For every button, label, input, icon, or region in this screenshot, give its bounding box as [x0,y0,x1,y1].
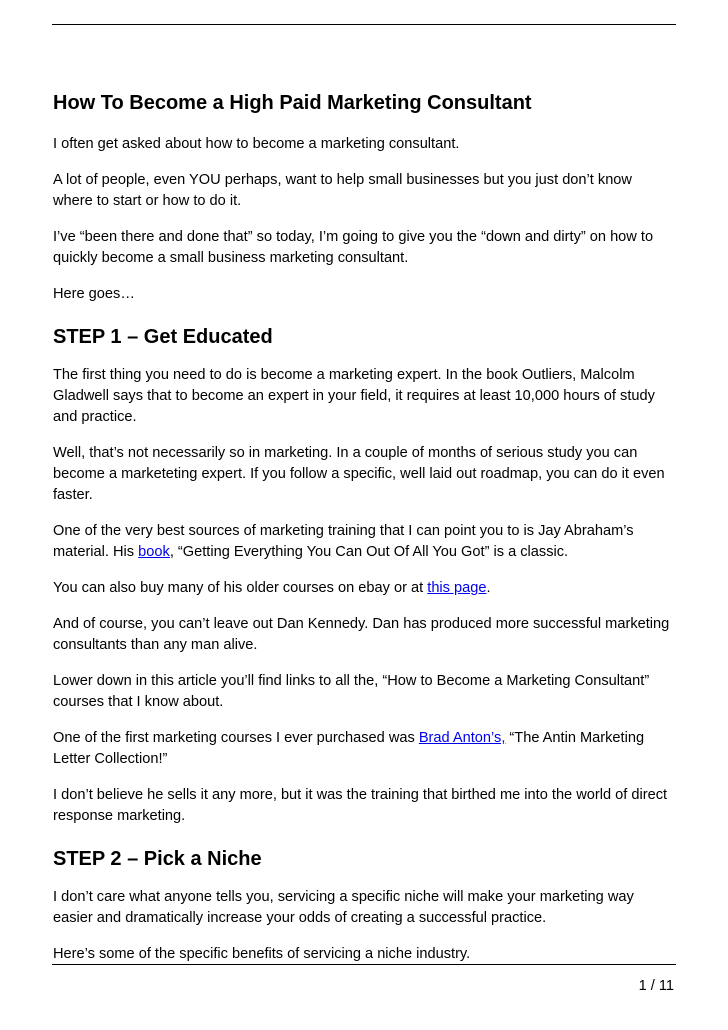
step1-paragraph: The first thing you need to do is become a marketing expert. In the book Outliers, Malcolm Gladwell says that to become an expert in your field, it requires at least 10,000 hours of study and practice. [53,367,655,425]
step1-paragraph: Well, that’s not necessarily so in marketing. In a couple of months of serious study you can become a marketeting expert. If you follow a specific, well laid out roadmap, you can do it even faster. [53,445,665,503]
intro-paragraph: A lot of people, even YOU perhaps, want to help small businesses but you just don’t know where to start or how to do it. [53,172,632,209]
step1-paragraph-book [53,521,675,563]
intro-paragraph: Here goes… [53,286,135,302]
text-segment: , “Getting Everything You Can Out Of All You Got” is a classic. [169,544,569,560]
text-segment: You can also buy many of his older courses on ebay or at [53,580,428,596]
step1-paragraph-ebay [53,578,675,599]
intro-paragraph: I often get asked about how to become a marketing consultant. [53,136,460,152]
document-title: How To Become a High Paid Marketing Consultant [53,92,532,114]
step1-paragraph: Lower down in this article you’ll find links to all the, “How to Become a Marketing Consultant” courses that I know about. [53,673,650,710]
this-page-link[interactable]: this page [427,580,487,596]
step2-paragraph: Here’s some of the specific benefits of servicing a niche industry. [53,946,471,962]
step1-heading: STEP 1 – Get Educated [53,326,273,348]
footer-rule [52,964,676,965]
header-rule [52,24,676,25]
step2-heading: STEP 2 – Pick a Niche [53,848,262,870]
step1-paragraph: I don’t believe he sells it any more, but it was the training that birthed me into the world of direct response marketing. [53,787,668,824]
step1-paragraph-brad [53,728,675,770]
brad-anton-link[interactable]: Brad Anton’s, [418,730,506,746]
page-number: 1 / 11 [638,978,674,994]
intro-paragraph: I’ve “been there and done that” so today, I’m going to give you the “down and dirty” on how to quickly become a small business marketing consultant. [53,229,654,266]
text-segment: “The Antin Marketing Letter Collection!” [53,730,645,767]
book-link[interactable]: book [138,544,170,560]
text-segment: One of the first marketing courses I ever purchased was [53,730,419,746]
document-body [53,91,675,980]
text-segment: . [486,580,491,596]
step2-paragraph: I don’t care what anyone tells you, servicing a specific niche will make your marketing way easier and dramatically increase your odds of creating a successful practice. [53,889,634,926]
step1-paragraph: And of course, you can’t leave out Dan Kennedy. Dan has produced more successful marketing consultants than any man alive. [53,616,670,653]
text-segment: One of the very best sources of marketing training that I can point you to is Jay Abraham’s material. His [53,523,634,560]
